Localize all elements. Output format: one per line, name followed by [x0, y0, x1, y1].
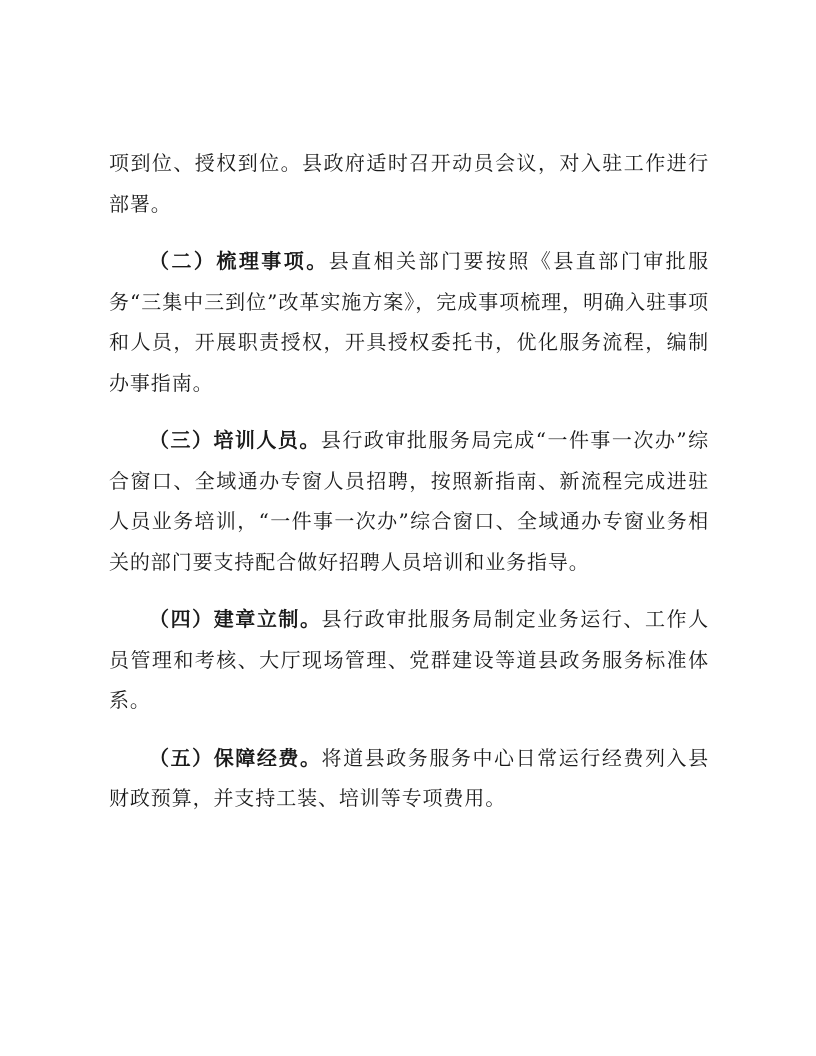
paragraph-train-staff	[109, 420, 709, 582]
paragraph-body: 项到位、授权到位。县政府适时召开动员会议，对入驻工作进行部署。	[109, 151, 709, 216]
paragraph-body: 县行政审批服务局制定业务运行、工作人员管理和考核、大厅现场管理、党群建设等道县政务服务标准体系。	[109, 607, 709, 712]
document-body	[109, 143, 709, 836]
paragraph-sort-items	[109, 241, 709, 403]
paragraph-heading: （四）建章立制。	[149, 607, 322, 631]
paragraph-heading: （五）保障经费。	[149, 745, 322, 770]
paragraph-body: 县行政审批服务局完成“一件事一次办”综合窗口、全域通办专窗人员招聘，按照新指南、新流程完成进驻人员业务培训，“一件事一次办”综合窗口、全域通办专窗业务相关的部门要支持配合做好招聘人员培训和业务指导。	[109, 428, 709, 574]
paragraph-body: 县直相关部门要按照《县直部门审批服务“三集中三到位”改革实施方案》，完成事项梳理，明确入驻事项和人员，开展职责授权，开具授权委托书，优化服务流程，编制办事指南。	[109, 249, 709, 395]
paragraph-build-rules	[109, 599, 709, 721]
paragraph-funding	[109, 738, 709, 819]
paragraph-continuation	[109, 143, 709, 224]
paragraph-body: 将道县政务服务中心日常运行经费列入县财政预算，并支持工装、培训等专项费用。	[109, 745, 709, 810]
paragraph-heading: （三）培训人员。	[149, 428, 321, 452]
paragraph-heading: （二）梳理事项。	[149, 249, 329, 273]
